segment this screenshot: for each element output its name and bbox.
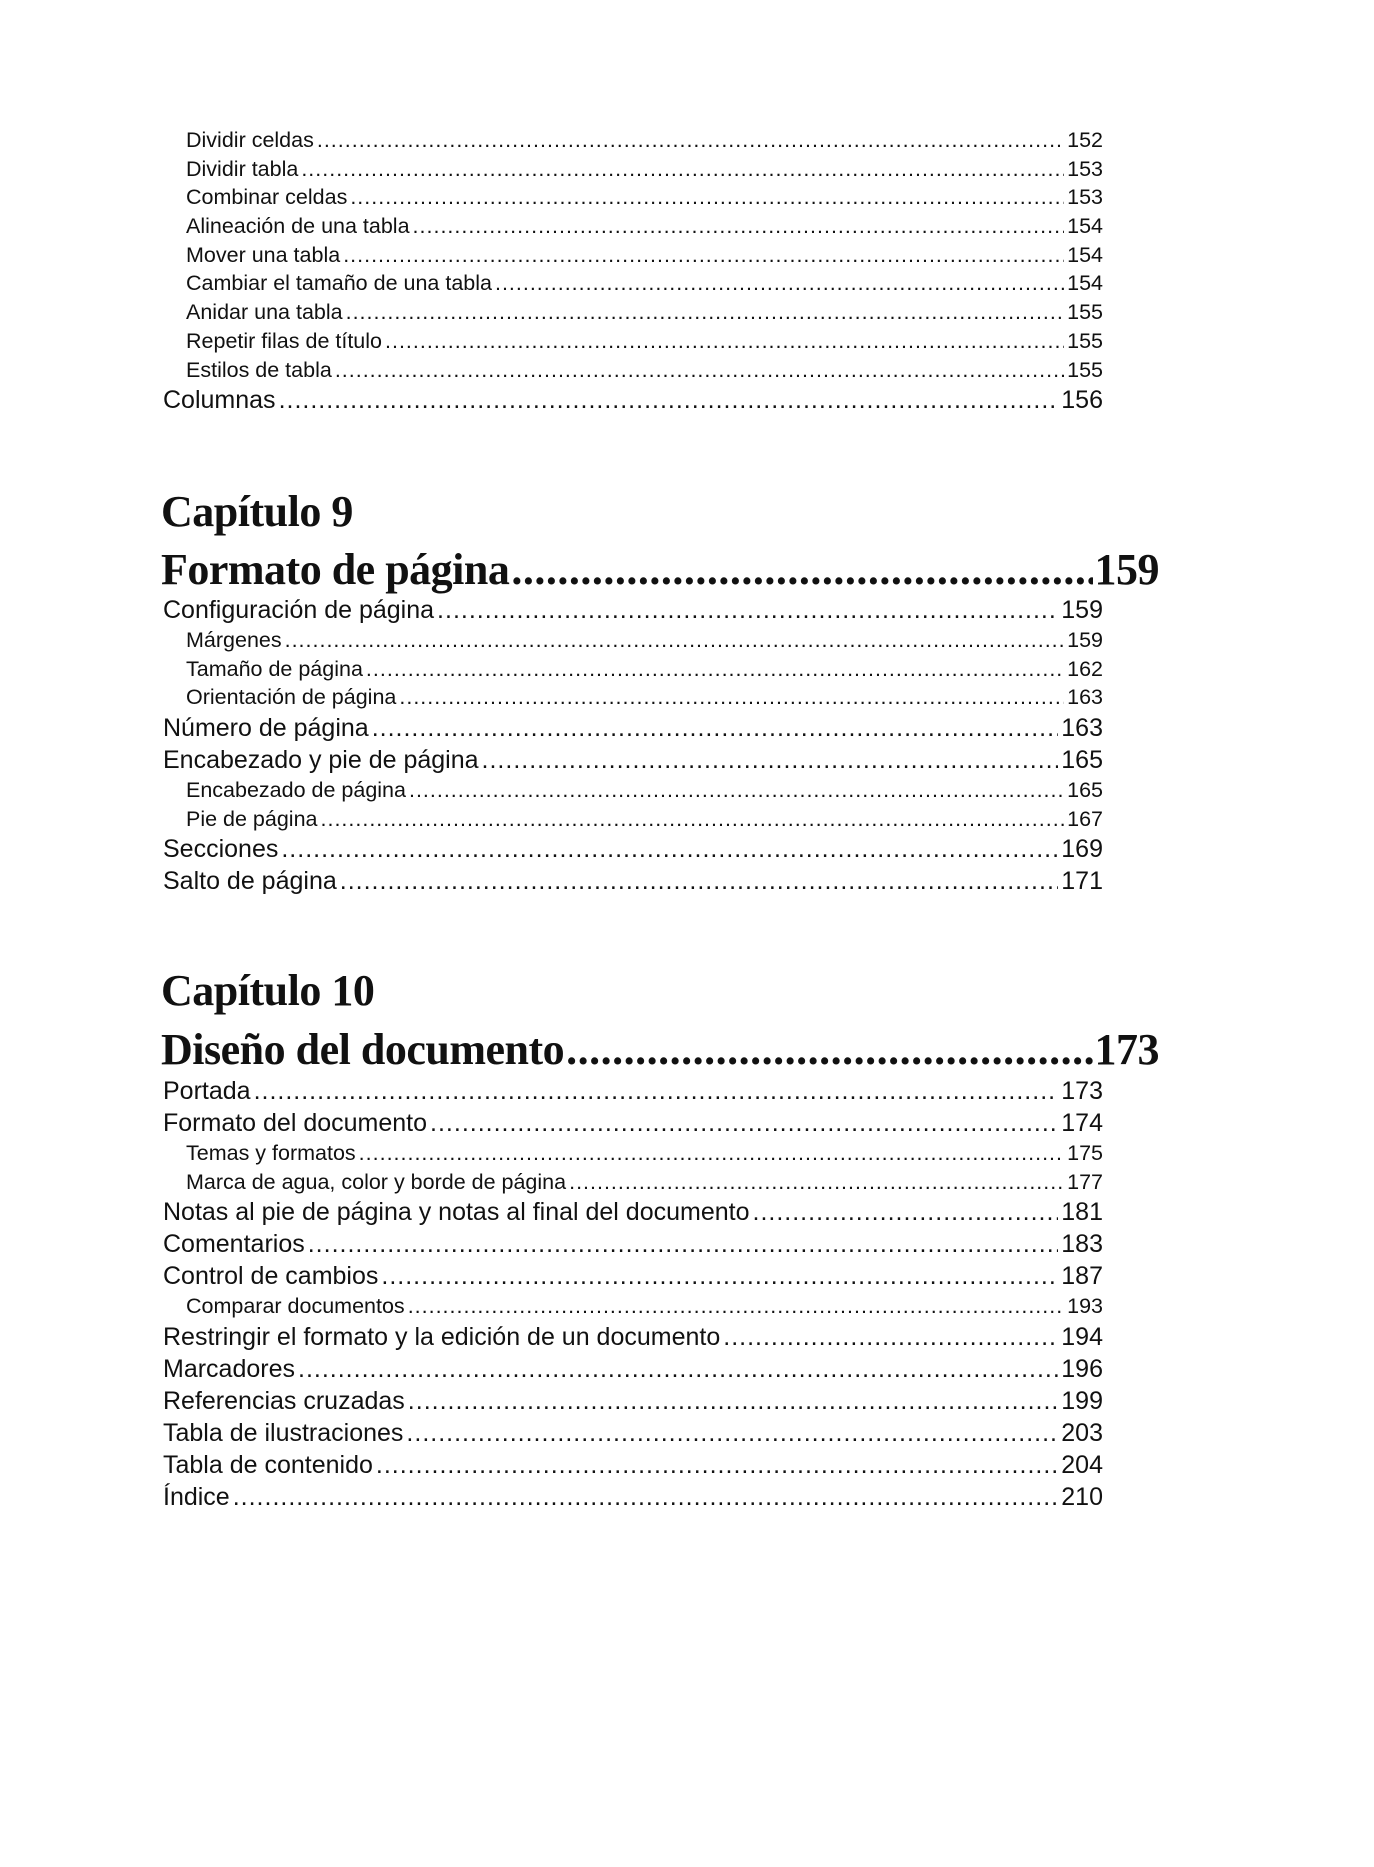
toc-entry-title: Tabla de ilustraciones bbox=[163, 1419, 404, 1448]
toc-entry-page: 165 bbox=[1067, 778, 1103, 803]
toc-entry-page: 169 bbox=[1061, 835, 1103, 864]
toc-entry-title: Salto de página bbox=[163, 867, 337, 896]
toc-entry-title: Comparar documentos bbox=[186, 1294, 405, 1319]
toc-entry-page: 210 bbox=[1061, 1483, 1103, 1512]
toc-entry[interactable] bbox=[163, 833, 1103, 865]
toc-entry-page: 154 bbox=[1067, 271, 1103, 296]
leader-dots bbox=[335, 356, 1064, 385]
toc-entry-title: Índice bbox=[163, 1483, 230, 1512]
toc-entry-title: Estilos de tabla bbox=[186, 357, 332, 382]
toc-entry-page: 194 bbox=[1061, 1323, 1103, 1352]
leader-dots bbox=[285, 626, 1065, 655]
toc-entry[interactable] bbox=[163, 298, 1103, 327]
chapter-10-title-row[interactable] bbox=[161, 1024, 1159, 1075]
leader-dots bbox=[399, 683, 1064, 712]
toc-entry[interactable] bbox=[163, 594, 1103, 626]
leader-dots bbox=[366, 655, 1064, 684]
toc-entry[interactable] bbox=[163, 626, 1103, 655]
toc-entry-title: Columnas bbox=[163, 386, 276, 415]
toc-entry[interactable] bbox=[163, 1449, 1103, 1481]
toc-entry-title: Marca de agua, color y borde de página bbox=[186, 1169, 567, 1194]
toc-entry-page: 155 bbox=[1067, 328, 1103, 353]
toc-entry-page: 203 bbox=[1061, 1419, 1103, 1448]
toc-entry-title: Temas y formatos bbox=[186, 1141, 356, 1165]
leader-dots bbox=[482, 744, 1059, 776]
toc-entry-title: Marcadores bbox=[163, 1355, 295, 1384]
leader-dots bbox=[569, 1168, 1064, 1197]
toc-entry-page: 199 bbox=[1061, 1387, 1103, 1416]
chapter-10-label: Capítulo 10 bbox=[161, 966, 375, 1015]
toc-entry-page: 193 bbox=[1067, 1294, 1103, 1319]
toc-list-top bbox=[163, 126, 1103, 416]
toc-entry[interactable] bbox=[163, 1417, 1103, 1449]
leader-dots bbox=[340, 865, 1059, 897]
toc-entry-title: Tabla de contenido bbox=[163, 1451, 373, 1480]
toc-entry-page: 163 bbox=[1067, 685, 1103, 710]
leader-dots bbox=[408, 1292, 1064, 1321]
toc-entry-page: 155 bbox=[1067, 357, 1103, 382]
toc-entry-title: Secciones bbox=[163, 835, 279, 864]
chapter-9-page: 159 bbox=[1094, 545, 1159, 594]
toc-entry-title: Comentarios bbox=[163, 1230, 305, 1259]
toc-entry[interactable] bbox=[163, 655, 1103, 684]
leader-dots bbox=[308, 1228, 1059, 1260]
toc-list-chapter-9 bbox=[163, 594, 1103, 897]
toc-entry-page: 171 bbox=[1061, 867, 1103, 896]
leader-dots bbox=[281, 833, 1058, 865]
toc-entry-title: Restringir el formato y la edición de un documento bbox=[163, 1323, 721, 1352]
toc-entry-title: Dividir celdas bbox=[186, 128, 314, 152]
leader-dots bbox=[254, 1075, 1059, 1107]
toc-entry[interactable] bbox=[163, 1228, 1103, 1260]
toc-entry-page: 187 bbox=[1061, 1262, 1103, 1291]
toc-entry[interactable] bbox=[163, 1353, 1103, 1385]
leader-dots bbox=[437, 594, 1058, 626]
toc-entry-title: Formato del documento bbox=[163, 1109, 428, 1137]
toc-entry-title: Pie de página bbox=[186, 806, 318, 831]
toc-entry-page: 175 bbox=[1067, 1141, 1103, 1165]
leader-dots bbox=[321, 805, 1065, 834]
leader-dots bbox=[346, 298, 1065, 327]
chapter-9-title: Formato de página bbox=[161, 545, 510, 594]
toc-entry-title: Dividir tabla bbox=[186, 156, 299, 181]
toc-entry-title: Configuración de página bbox=[163, 596, 435, 624]
toc-entry-page: 156 bbox=[1061, 386, 1103, 415]
toc-entry-title: Encabezado y pie de página bbox=[163, 746, 479, 775]
toc-entry[interactable] bbox=[163, 865, 1103, 897]
toc-entry[interactable] bbox=[163, 269, 1103, 298]
toc-entry-page: 154 bbox=[1067, 214, 1103, 239]
leader-dots bbox=[511, 544, 1092, 595]
toc-entry[interactable] bbox=[163, 1481, 1103, 1513]
toc-entry[interactable] bbox=[163, 1385, 1103, 1417]
leader-dots bbox=[566, 1024, 1092, 1075]
toc-entry[interactable] bbox=[163, 356, 1103, 385]
toc-entry-page: 181 bbox=[1061, 1198, 1103, 1227]
toc-entry[interactable] bbox=[163, 126, 1103, 155]
leader-dots bbox=[372, 712, 1059, 744]
toc-entry-page: 177 bbox=[1067, 1169, 1103, 1194]
toc-entry[interactable] bbox=[163, 1292, 1103, 1321]
leader-dots bbox=[406, 1417, 1058, 1449]
toc-entry-page: 165 bbox=[1061, 746, 1103, 775]
leader-dots bbox=[359, 1139, 1064, 1168]
toc-list-chapter-10 bbox=[163, 1075, 1103, 1513]
toc-entry[interactable] bbox=[163, 1075, 1103, 1107]
toc-entry[interactable] bbox=[163, 1196, 1103, 1228]
toc-entry-page: 167 bbox=[1067, 806, 1103, 831]
leader-dots bbox=[413, 212, 1065, 241]
leader-dots bbox=[301, 155, 1064, 184]
toc-entry-page: 174 bbox=[1061, 1109, 1103, 1137]
toc-entry[interactable] bbox=[163, 683, 1103, 712]
toc-entry-title: Alineación de una tabla bbox=[186, 214, 410, 239]
toc-entry[interactable] bbox=[163, 183, 1103, 212]
leader-dots bbox=[385, 327, 1064, 356]
toc-entry-title: Portada bbox=[163, 1077, 251, 1105]
toc-entry[interactable] bbox=[163, 384, 1103, 416]
toc-entry-page: 152 bbox=[1067, 128, 1103, 152]
chapter-10-page: 173 bbox=[1094, 1025, 1159, 1074]
toc-entry-title: Referencias cruzadas bbox=[163, 1387, 405, 1416]
toc-entry-title: Orientación de página bbox=[186, 685, 397, 710]
leader-dots bbox=[317, 126, 1064, 155]
toc-entry-title: Márgenes bbox=[186, 628, 282, 652]
toc-entry[interactable] bbox=[163, 744, 1103, 776]
leader-dots bbox=[279, 384, 1059, 416]
toc-entry-title: Control de cambios bbox=[163, 1262, 379, 1291]
toc-entry-page: 196 bbox=[1061, 1355, 1103, 1384]
toc-entry[interactable] bbox=[163, 212, 1103, 241]
leader-dots bbox=[233, 1481, 1059, 1513]
toc-entry[interactable] bbox=[163, 1321, 1103, 1353]
toc-entry-page: 173 bbox=[1061, 1077, 1103, 1105]
leader-dots bbox=[723, 1321, 1058, 1353]
leader-dots bbox=[343, 241, 1064, 270]
toc-entry-title: Número de página bbox=[163, 714, 369, 743]
leader-dots bbox=[409, 776, 1064, 805]
toc-entry[interactable] bbox=[163, 1139, 1103, 1168]
toc-entry-title: Anidar una tabla bbox=[186, 300, 343, 325]
toc-entry-page: 183 bbox=[1061, 1230, 1103, 1259]
toc-entry[interactable] bbox=[163, 805, 1103, 834]
toc-entry-title: Repetir filas de título bbox=[186, 328, 382, 353]
toc-entry-title: Combinar celdas bbox=[186, 185, 348, 210]
toc-entry-title: Notas al pie de página y notas al final del documento bbox=[163, 1198, 750, 1227]
toc-entry-page: 163 bbox=[1061, 714, 1103, 743]
chapter-9-label: Capítulo 9 bbox=[161, 487, 353, 536]
toc-entry[interactable] bbox=[163, 241, 1103, 270]
toc-entry[interactable] bbox=[163, 1168, 1103, 1197]
leader-dots bbox=[408, 1385, 1058, 1417]
toc-entry[interactable] bbox=[163, 1107, 1103, 1139]
leader-dots bbox=[753, 1196, 1059, 1228]
toc-entry[interactable] bbox=[163, 712, 1103, 744]
toc-entry-title: Cambiar el tamaño de una tabla bbox=[186, 271, 492, 296]
toc-entry-page: 153 bbox=[1067, 156, 1103, 181]
toc-entry-page: 162 bbox=[1067, 656, 1103, 681]
leader-dots bbox=[350, 183, 1064, 212]
toc-entry[interactable] bbox=[163, 776, 1103, 805]
toc-entry-page: 204 bbox=[1061, 1451, 1103, 1480]
toc-entry-page: 159 bbox=[1067, 628, 1103, 652]
leader-dots bbox=[298, 1353, 1058, 1385]
chapter-10-title: Diseño del documento bbox=[161, 1025, 565, 1074]
toc-entry-title: Tamaño de página bbox=[186, 656, 363, 681]
toc-entry-page: 155 bbox=[1067, 300, 1103, 325]
toc-entry[interactable] bbox=[163, 155, 1103, 184]
leader-dots bbox=[430, 1107, 1058, 1139]
leader-dots bbox=[381, 1260, 1058, 1292]
toc-entry[interactable] bbox=[163, 1260, 1103, 1292]
toc-entry-title: Mover una tabla bbox=[186, 242, 341, 267]
chapter-9-title-row[interactable] bbox=[161, 544, 1159, 595]
toc-entry[interactable] bbox=[163, 327, 1103, 356]
toc-entry-page: 153 bbox=[1067, 185, 1103, 210]
leader-dots bbox=[495, 269, 1064, 298]
toc-entry-page: 159 bbox=[1061, 596, 1103, 624]
leader-dots bbox=[376, 1449, 1058, 1481]
toc-entry-page: 154 bbox=[1067, 242, 1103, 267]
toc-entry-title: Encabezado de página bbox=[186, 778, 406, 803]
